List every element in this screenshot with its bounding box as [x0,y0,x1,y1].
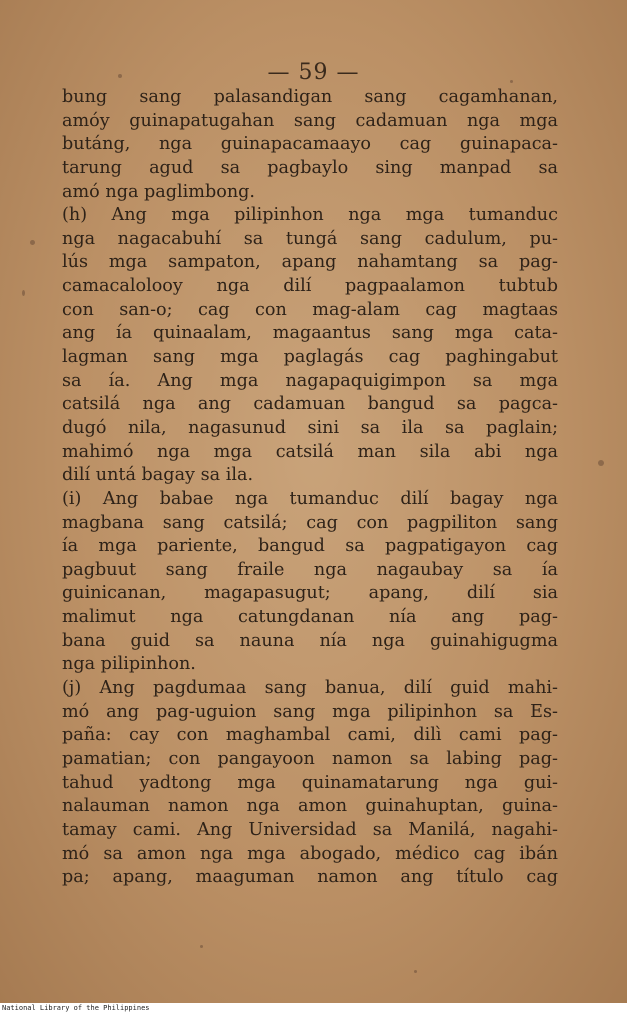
text-line: dugó nila, nagasunud sini sa ila sa paglain; [62,417,558,438]
text-line: amó nga paglimbong. [62,181,256,202]
text-line: catsilá nga ang cadamuan bangud sa pagca- [62,394,558,415]
paper-speck [200,945,203,948]
text-line: mó sa amon nga mga abogado, médico cag ibán [62,843,558,864]
text-line: mó ang pag-uguion sang mga pilipinhon sa Es- [62,701,558,722]
text-line: con san-o; cag con mag-alam cag magtaas [62,299,558,320]
text-line: pamatian; con pangayoon namon sa labing pag- [62,748,558,769]
text-line: tarung agud sa pagbaylo sing manpad sa [62,157,558,178]
text-line: (i) Ang babae nga tumanduc dilí bagay nga [62,488,558,509]
text-line: lagman sang mga paglagás cag paghingabut [62,347,558,368]
text-line: mahimó nga mga catsilá man sila abi nga [62,441,558,462]
text-line: guinicanan, magapasugut; apang, dilí sia [62,583,558,604]
paper-speck [414,970,417,973]
text-line: (j) Ang pagdumaa sang banua, dilí guid mahi- [62,678,558,699]
text-line: nga pilipinhon. [62,654,196,675]
text-line: pa; apang, maaguman namon ang título cag [62,867,558,888]
text-line: nalauman namon nga amon guinahuptan, guina- [62,796,558,817]
text-line: pagbuut sang fraile nga nagaubay sa ía [62,559,558,580]
text-line: bung sang palasandigan sang cagamhanan, [62,87,558,107]
text-line: amóy guinapatugahan sang cadamuan nga mga [62,110,558,131]
text-line: (h) Ang mga pilipinhon nga mga tumanduc [62,205,558,226]
paper-speck [22,290,25,296]
text-line: lús mga sampaton, apang nahamtang sa pag- [62,252,558,273]
body-text [62,86,558,890]
text-line: dilí untá bagay sa ila. [62,465,254,486]
page-number: — 59 — [267,60,360,85]
library-credit: National Library of the Philippines [2,1004,150,1012]
text-line: ang ía quinaalam, magaantus sang mga cata- [62,323,558,344]
paper-speck [598,460,604,466]
text-line: sa ía. Ang mga nagapaquigimpon sa mga [62,370,558,391]
text-line: bana guid sa nauna nía nga guinahigugma [62,630,558,651]
text-line: butáng, nga guinapacamaayo cag guinapaca- [62,134,558,155]
text-line: magbana sang catsilá; cag con pagpiliton sang [62,512,558,533]
text-line: ía mga pariente, bangud sa pagpatigayon cag [62,536,558,557]
paper-speck [30,240,35,245]
text-line: malimut nga catungdanan nía ang pag- [62,607,558,628]
text-line: nga nagacabuhí sa tungá sang cadulum, pu- [62,228,558,249]
text-line: camacalolooy nga dilí pagpaalamon tubtub [62,276,558,297]
text-line: tamay cami. Ang Universidad sa Manilá, nagahi- [62,819,558,840]
text-line: tahud yadtong mga quinamatarung nga gui- [62,772,558,793]
text-line: paña: cay con maghambal cami, dilì cami pag- [62,725,558,746]
